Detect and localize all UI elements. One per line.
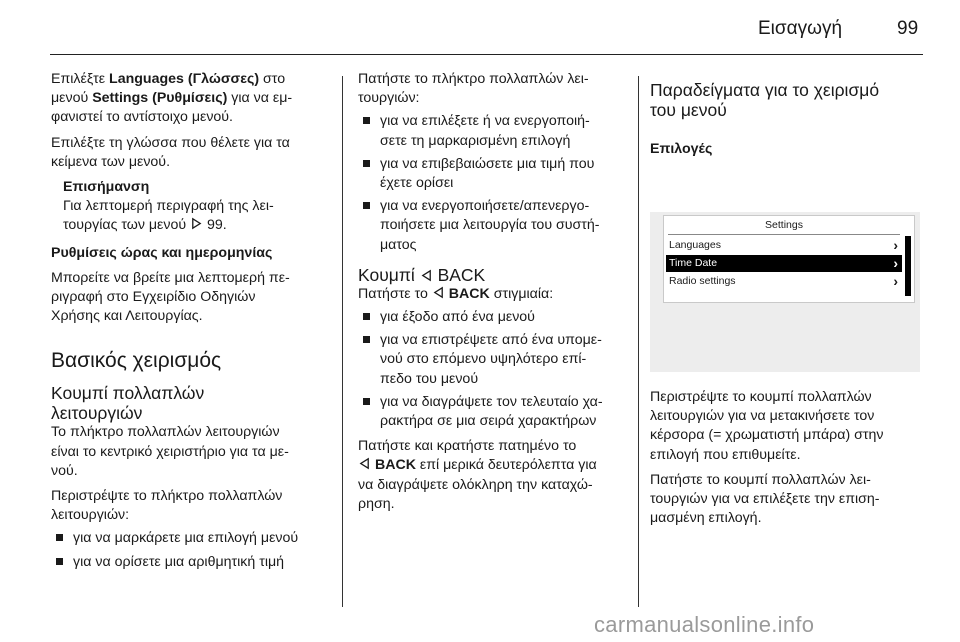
menu-item-label: Time Date bbox=[669, 257, 718, 269]
list-item: για να μαρκάρετε μια επιλογή μενού bbox=[51, 529, 336, 548]
page-reference-icon bbox=[190, 217, 203, 230]
screen-title: Settings bbox=[765, 219, 803, 231]
menu-item-label: Radio settings bbox=[669, 275, 736, 287]
chevron-right-icon: › bbox=[893, 237, 898, 253]
back-icon bbox=[420, 269, 433, 282]
column-3-body bbox=[650, 388, 925, 534]
paragraph-press-knob: Πατήστε το πλήκτρο πολλαπλών λει- τουργιών: bbox=[358, 71, 589, 107]
menu-item-languages[interactable] bbox=[666, 237, 902, 254]
menu-item-radio-settings[interactable] bbox=[666, 273, 902, 290]
page-number: 99 bbox=[897, 18, 919, 39]
column-3 bbox=[650, 70, 925, 165]
list-item: για να ενεργοποιήσετε/απενεργο- ποιήσετε μια λειτουργία του συστή- ματος bbox=[358, 197, 636, 255]
scrollbar[interactable] bbox=[905, 236, 911, 296]
subheading-time-date: Ρυθμίσεις ώρας και ημερομηνίας bbox=[51, 244, 273, 261]
column-1 bbox=[51, 70, 336, 578]
rotate-bullets bbox=[51, 529, 336, 571]
column-2 bbox=[358, 70, 636, 520]
heading-basic-operation: Βασικός χειρισμός bbox=[51, 349, 222, 373]
list-item: για έξοδο από ένα μενού bbox=[358, 308, 636, 327]
list-item: για να ορίσετε μια αριθμητική τιμή bbox=[51, 553, 336, 572]
watermark-footer: carmanualsonline.info bbox=[594, 612, 815, 637]
paragraph-rotate-cursor: Περιστρέψτε το κουμπί πολλαπλών λειτουργιών για να μετακινήσετε τον κέρσορα (= χρωματιστή μπάρα) στην επιλογή που επιθυμείτε. bbox=[650, 389, 884, 463]
note-title: Επισήμανση bbox=[63, 179, 150, 196]
heading-back-button: Κουμπί BACK bbox=[358, 264, 486, 285]
note-text: Για λεπτομερή περιγραφή της λει- τουργίας των μενού 99. bbox=[63, 198, 274, 234]
paragraph-rotate: Περιστρέψτε το πλήκτρο πολλαπλών λειτουργιών: bbox=[51, 488, 283, 524]
list-item: για να διαγράψετε τον τελευταίο χα- ρακτήρα σε μια σειρά χαρακτήρων bbox=[358, 393, 636, 431]
list-item: για να επιστρέψετε από ένα υπομε- νού στο επόμενο υψηλότερο επί- πεδο του μενού bbox=[358, 331, 636, 389]
paragraph-knob-intro: Το πλήκτρο πολλαπλών λειτουργιών είναι το κεντρικό χειριστήριο για τα με- νού. bbox=[51, 424, 289, 479]
screen-title-divider bbox=[668, 234, 900, 235]
paragraph-press-back: Πατήστε το BACK στιγμιαία: bbox=[358, 285, 554, 302]
list-item: για να επιλέξετε ή να ενεργοποιή- σετε τη μαρκαρισμένη επιλογή bbox=[358, 112, 636, 150]
column-divider-1 bbox=[342, 76, 343, 607]
paragraph-hold-back: Πατήστε και κρατήστε πατημένο το BACK επί μερικά δευτερόλεπτα για να διαγράψετε ολόκληρη την καταχώ- ρηση. bbox=[358, 438, 597, 512]
chevron-right-icon: › bbox=[893, 255, 898, 271]
chevron-right-icon: › bbox=[893, 273, 898, 289]
menu-item-label: Languages bbox=[669, 239, 721, 251]
paragraph-time-date: Μπορείτε να βρείτε μια λεπτομερή πε- ριγραφή στο Εγχειρίδιο Οδηγιών Χρήσης και Λειτουργίας. bbox=[51, 269, 290, 325]
heading-multifunction-knob: Κουμπί πολλαπλών λειτουργιών bbox=[51, 383, 205, 424]
note-box bbox=[51, 178, 336, 236]
paragraph-choose-language: Επιλέξτε τη γλώσσα που θέλετε για τα κείμενα των μενού. bbox=[51, 134, 290, 170]
column-divider-2 bbox=[638, 76, 639, 607]
back-bullets bbox=[358, 308, 636, 431]
subheading-options: Επιλογές bbox=[650, 141, 713, 157]
heading-menu-examples: Παραδείγματα για το χειρισμό του μενού bbox=[650, 80, 880, 120]
paragraph-press-select: Πατήστε το κουμπί πολλαπλών λει- τουργιών για να επιλέξετε την επιση- μασμένη επιλογή. bbox=[650, 471, 880, 527]
back-icon bbox=[358, 457, 371, 470]
back-icon bbox=[432, 286, 445, 299]
paragraph-languages: Επιλέξτε Languages (Γλώσσες) στο μενού Settings (Ρυθμίσεις) για να εμ- φανιστεί το αντίστοιχο μενού. bbox=[51, 71, 293, 126]
menu-item-time-date[interactable] bbox=[666, 255, 902, 272]
section-title: Εισαγωγή bbox=[758, 18, 843, 39]
press-bullets bbox=[358, 112, 636, 254]
settings-screen bbox=[663, 215, 915, 303]
list-item: για να επιβεβαιώσετε μια τιμή που έχετε ορίσει bbox=[358, 155, 636, 193]
header-divider bbox=[50, 54, 923, 55]
